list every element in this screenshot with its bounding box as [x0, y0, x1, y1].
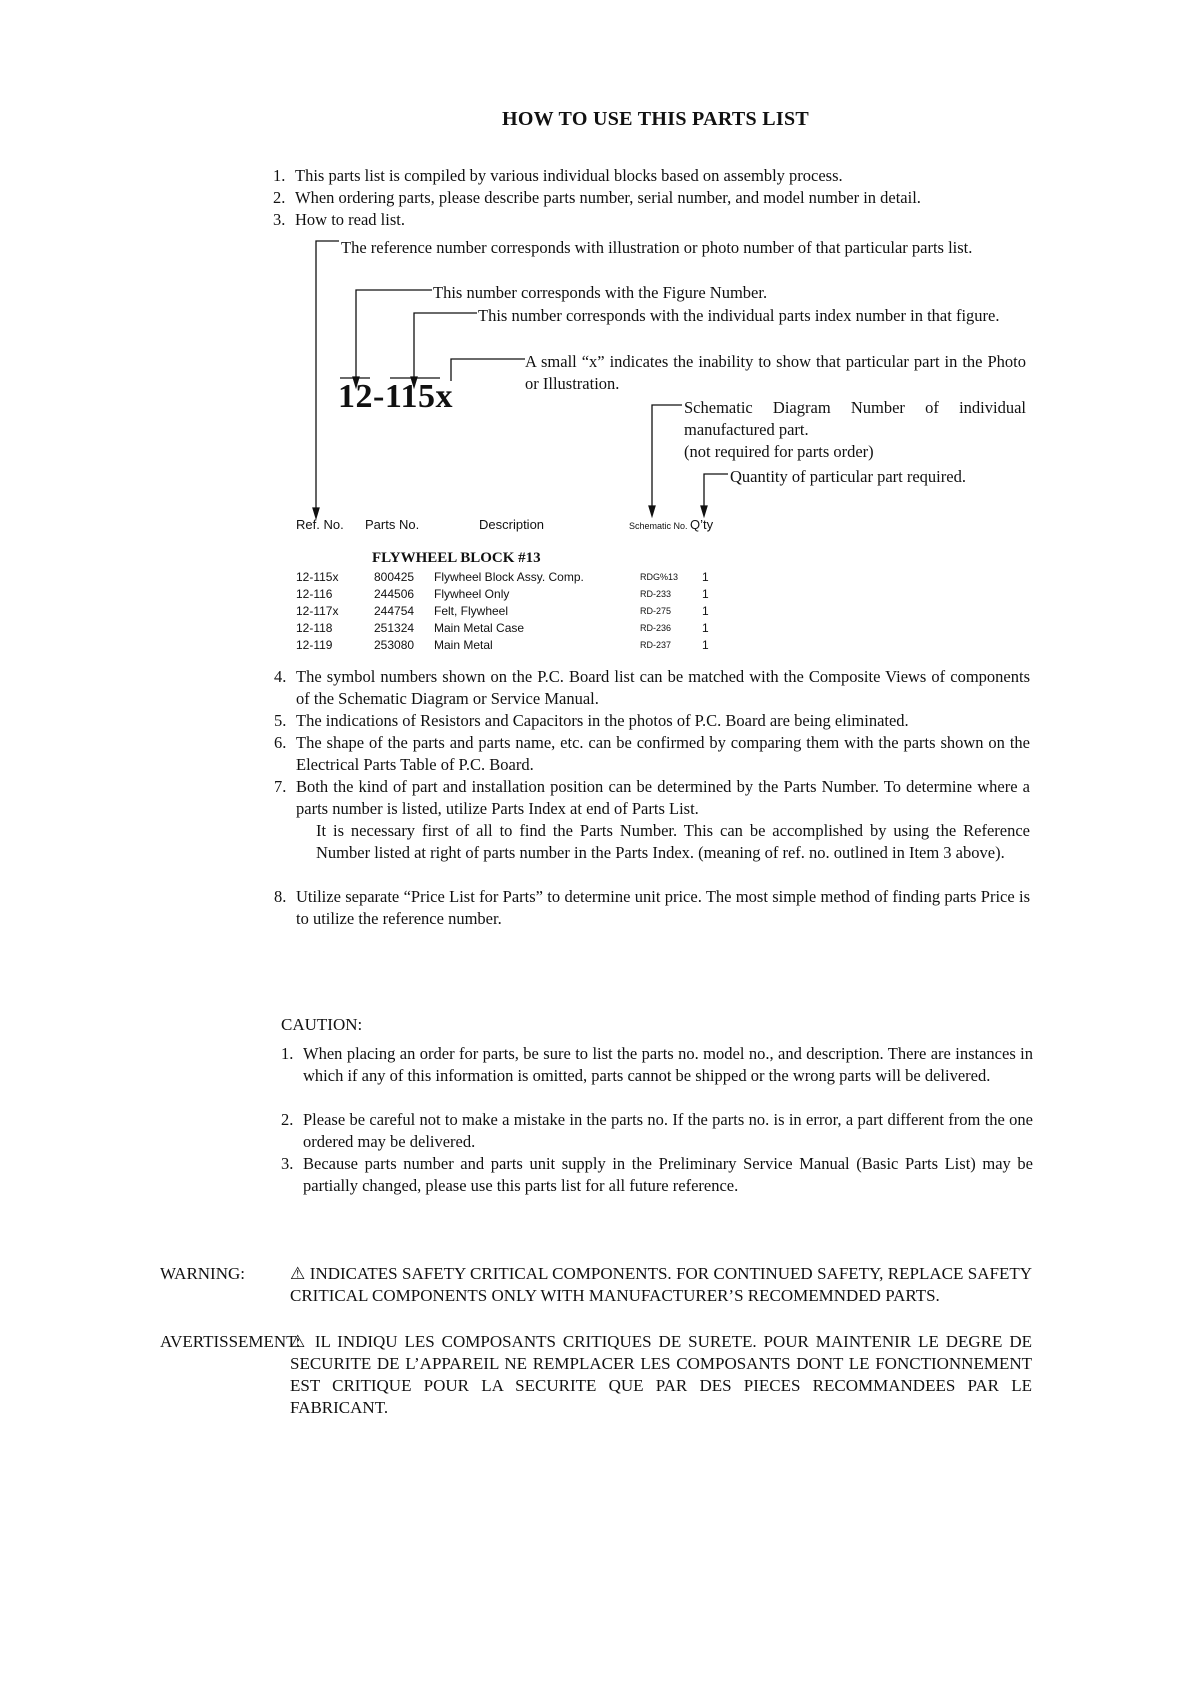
- header-schematic-no: Schematic No.: [629, 521, 688, 531]
- list-item: It is necessary first of all to find the Parts Number. This can be accomplished by using the Reference Number listed at right of parts number in the Parts Index. (meaning of ref. no. outlined in Item 3 above).: [316, 821, 1030, 862]
- block-title: FLYWHEEL BLOCK #13: [372, 550, 541, 566]
- header-description: Description: [479, 517, 545, 532]
- caution-heading: CAUTION:: [281, 1015, 363, 1034]
- table-row: 12-117x 244754 Felt, Flywheel RD-275 1: [296, 604, 709, 618]
- note-x: A small “x” indicates the inability to show that particular part in the Photo or Illustration.: [525, 352, 1026, 393]
- list-item: 8. Utilize separate “Price List for Parts” to determine unit price. The most simple method of finding parts Price is to utilize the reference number.: [274, 887, 1030, 928]
- list-item: 6. The shape of the parts and parts name, etc. can be confirmed by comparing them with the parts shown on the Electrical Parts Table of P.C. Board.: [274, 733, 1030, 774]
- list-item: 1. When placing an order for parts, be sure to list the parts no. model no., and description. There are instances in which if any of this information is omitted, parts cannot be shipped or the wrong parts will be delivered.: [281, 1044, 1033, 1085]
- table-row: 12-115x 800425 Flywheel Block Assy. Comp. RDG%13 1: [296, 570, 709, 584]
- list-item: 7. Both the kind of part and installation position can be determined by the Parts Number. To determine where a parts number is listed, utilize Parts Index at end of Parts List.: [274, 777, 1030, 818]
- parts-table: [296, 569, 716, 659]
- note-quantity: Quantity of particular part required.: [730, 467, 966, 486]
- list-item: 5. The indications of Resistors and Capacitors in the photos of P.C. Board are being eliminated.: [274, 711, 909, 730]
- table-row: 12-119 253080 Main Metal RD-237 1: [296, 638, 709, 652]
- note-index: This number corresponds with the individual parts index number in that figure.: [478, 306, 1000, 325]
- list-item: 2. Please be careful not to make a mistake in the parts no. If the parts no. is in error, a part different from the one ordered may be delivered.: [281, 1110, 1033, 1151]
- header-ref-no: Ref. No.: [296, 517, 344, 532]
- header-parts-no: Parts No.: [365, 517, 420, 532]
- caution-list: [281, 1043, 1033, 1213]
- warning-block: [160, 1263, 1032, 1329]
- warning-label: WARNING:: [160, 1264, 245, 1283]
- reference-example: 12-115x: [338, 378, 453, 415]
- note-schematic: Schematic Diagram Number of individual manufactured part. (not required for parts order): [684, 398, 1026, 461]
- avertissement-label: AVERTISSEMENT:: [160, 1332, 301, 1351]
- avertissement-block: [160, 1331, 1032, 1421]
- header-qty: Q’ty: [690, 517, 714, 532]
- avertissement-text: ⚠ IL INDIQU LES COMPOSANTS CRITIQUES DE SURETE. POUR MAINTENIR LE DEGRE DE SECURITE DE L’APPAREIL NE REMPLACER LES COMPOSANTS DONT LE FONCTIONNEMENT EST CRITIQUE POUR LA SECURITE QUE PAR DES PIECES RECOMMANDEES PAR LE FABRICANT.: [290, 1332, 1032, 1417]
- intro-list: 1. This parts list is compiled by various individual blocks based on assembly process. 2. When ordering parts, please describe parts number, serial number, and model number in detail. 3. How to read list.: [273, 166, 921, 229]
- note-reference: The reference number corresponds with illustration or photo number of that particular parts list.: [341, 238, 973, 257]
- page-title: HOW TO USE THIS PARTS LIST: [501, 108, 810, 130]
- table-row: 12-118 251324 Main Metal Case RD-236 1: [296, 621, 709, 635]
- warning-text: ⚠ INDICATES SAFETY CRITICAL COMPONENTS. FOR CONTINUED SAFETY, REPLACE SAFETY CRITICAL COMPONENTS ONLY WITH MANUFACTURER’S RECOMEMNDED PARTS.: [290, 1264, 1032, 1305]
- table-row: 12-116 244506 Flywheel Only RD-233 1: [296, 587, 709, 601]
- note-figure: This number corresponds with the Figure Number.: [433, 283, 768, 302]
- list-item: 4. The symbol numbers shown on the P.C. Board list can be matched with the Composite Views of components of the Schematic Diagram or Service Manual.: [274, 667, 1030, 708]
- list-item: 3. Because parts number and parts unit supply in the Preliminary Service Manual (Basic Parts List) may be partially changed, please use this parts list for all future reference.: [281, 1154, 1033, 1195]
- later-list: [274, 666, 1030, 946]
